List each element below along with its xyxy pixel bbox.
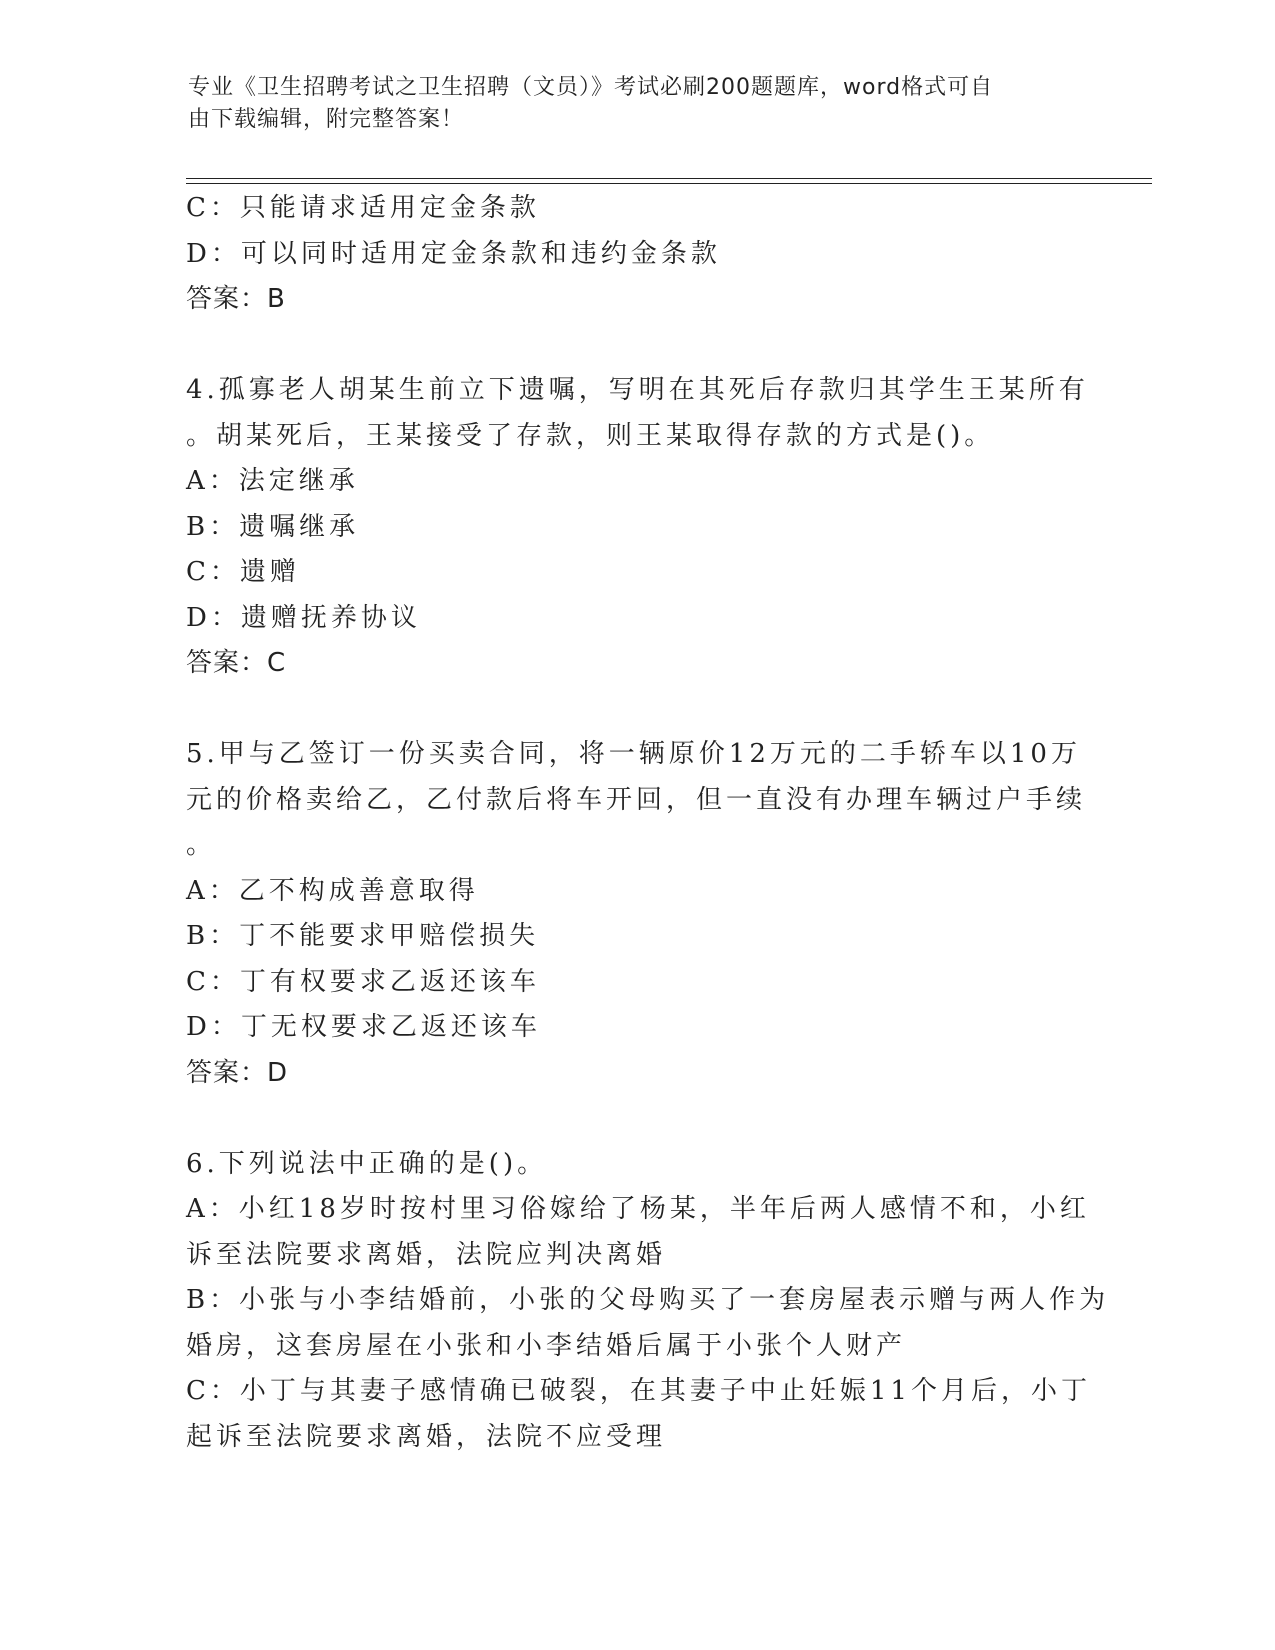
option-b: B：小张与小李结婚前，小张的父母购买了一套房屋表示赠与两人作为 [186, 1285, 1110, 1315]
header-line-2: 由下载编辑，附完整答案！ [188, 107, 465, 132]
option-d: D：可以同时适用定金条款和违约金条款 [186, 238, 721, 269]
option-b: B：丁不能要求甲赔偿损失 [186, 921, 540, 951]
question-5 [186, 732, 1086, 1096]
header-line-1: 专业《卫生招聘考试之卫生招聘（文员）》考试必刷200题题库，word格式可自 [188, 75, 994, 100]
question-stem: 5.甲与乙签订一份买卖合同，将一辆原价12万元的二手轿车以10万 [186, 739, 1081, 769]
question-4 [186, 368, 1089, 687]
option-a: A：小红18岁时按村里习俗嫁给了杨某，半年后两人感情不和，小红 [186, 1194, 1090, 1224]
option-c: C：丁有权要求乙返还该车 [186, 966, 540, 997]
document-header [188, 72, 1068, 136]
option-c: C：小丁与其妻子感情确已破裂，在其妻子中止妊娠11个月后，小丁 [186, 1376, 1091, 1406]
option-b-continued: 婚房，这套房屋在小张和小李结婚后属于小张个人财产 [186, 1330, 907, 1361]
spacer [186, 687, 1086, 733]
question-3-tail [186, 186, 1086, 323]
spacer [186, 1096, 1086, 1142]
question-stem: 6.下列说法中正确的是()。 [186, 1148, 548, 1179]
option-c-continued: 起诉至法院要求离婚，法院不应受理 [186, 1421, 667, 1452]
question-list [186, 186, 1110, 1460]
option-d: D：丁无权要求乙返还该车 [186, 1012, 541, 1042]
question-stem-continued: 。胡某死后，王某接受了存款，则王某取得存款的方式是()。 [186, 420, 995, 451]
option-a: A：法定继承 [186, 466, 359, 496]
spacer [186, 323, 1086, 369]
question-stem: 4.孤寡老人胡某生前立下遗嘱，写明在其死后存款归其学生王某所有 [186, 375, 1089, 405]
option-a-continued: 诉至法院要求离婚，法院应判决离婚 [186, 1239, 667, 1270]
answer-label: 答案：D [186, 1057, 289, 1088]
option-d: D：遗赠抚养协议 [186, 602, 421, 633]
answer-label: 答案：B [186, 284, 286, 314]
option-b: B：遗嘱继承 [186, 511, 360, 542]
question-6 [186, 1142, 1110, 1461]
option-a: A：乙不构成善意取得 [186, 875, 479, 906]
question-stem-end: 。 [186, 830, 217, 860]
header-divider-bottom [186, 183, 1152, 184]
option-c: C：只能请求适用定金条款 [186, 193, 540, 223]
question-stem-continued: 元的价格卖给乙，乙付款后将车开回，但一直没有办理车辆过户手续 [186, 784, 1087, 815]
header-divider-top [186, 178, 1152, 179]
answer-label: 答案：C [186, 648, 287, 678]
option-c: C：遗赠 [186, 557, 300, 587]
